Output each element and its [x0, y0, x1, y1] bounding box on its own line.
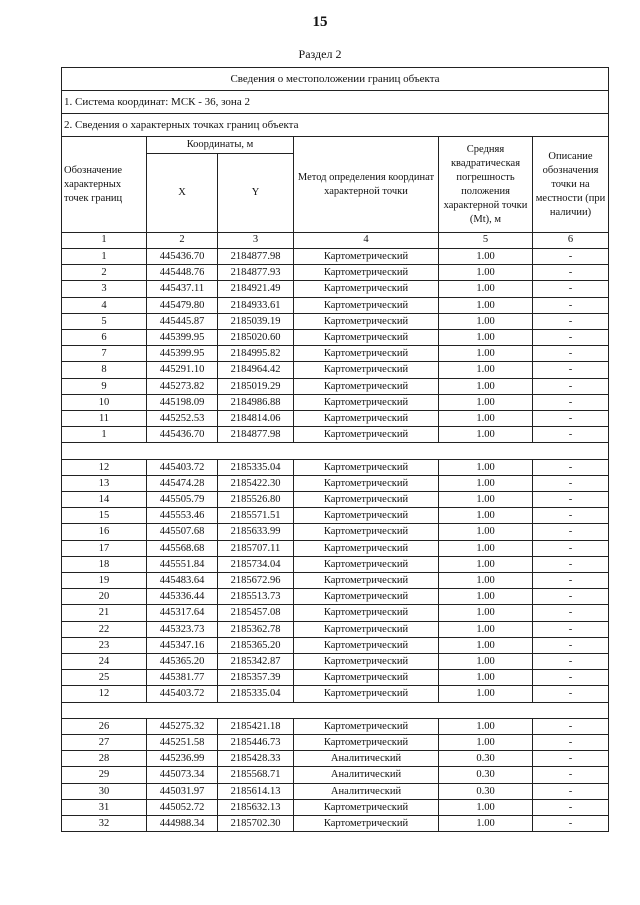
method-cell: Картометрический [294, 718, 439, 734]
table-row [62, 427, 609, 443]
method-cell: Картометрический [294, 605, 439, 621]
description-cell: - [533, 540, 609, 556]
method-cell: Картометрический [294, 735, 439, 751]
x-cell: 445291.10 [147, 362, 218, 378]
point-id-cell: 7 [62, 346, 147, 362]
method-cell: Картометрический [294, 394, 439, 410]
point-id-cell: 4 [62, 297, 147, 313]
error-cell: 1.00 [439, 459, 533, 475]
x-cell: 445445.87 [147, 313, 218, 329]
method-cell: Картометрический [294, 492, 439, 508]
description-cell: - [533, 394, 609, 410]
method-cell: Картометрический [294, 378, 439, 394]
error-cell: 0.30 [439, 767, 533, 783]
error-cell: 1.00 [439, 330, 533, 346]
y-cell: 2184933.61 [218, 297, 294, 313]
error-cell: 1.00 [439, 492, 533, 508]
point-id-cell: 11 [62, 411, 147, 427]
point-id-cell: 9 [62, 378, 147, 394]
x-cell: 445399.95 [147, 346, 218, 362]
x-cell: 445252.53 [147, 411, 218, 427]
x-cell: 445479.80 [147, 297, 218, 313]
blank-cell [62, 443, 609, 459]
point-id-cell: 31 [62, 799, 147, 815]
point-id-cell: 25 [62, 670, 147, 686]
error-cell: 1.00 [439, 637, 533, 653]
table-row [62, 816, 609, 832]
point-id-cell: 1 [62, 427, 147, 443]
description-cell: - [533, 492, 609, 508]
table-row [62, 767, 609, 783]
description-cell: - [533, 670, 609, 686]
error-cell: 1.00 [439, 816, 533, 832]
table-row [62, 362, 609, 378]
point-id-cell: 17 [62, 540, 147, 556]
error-cell: 1.00 [439, 540, 533, 556]
method-cell: Картометрический [294, 540, 439, 556]
y-cell: 2184814.06 [218, 411, 294, 427]
description-cell: - [533, 799, 609, 815]
description-cell: - [533, 735, 609, 751]
point-id-cell: 16 [62, 524, 147, 540]
method-cell: Картометрический [294, 281, 439, 297]
description-cell: - [533, 249, 609, 265]
y-cell: 2185428.33 [218, 751, 294, 767]
table-row [62, 589, 609, 605]
description-cell: - [533, 265, 609, 281]
method-cell: Картометрический [294, 508, 439, 524]
error-cell: 0.30 [439, 751, 533, 767]
point-id-cell: 15 [62, 508, 147, 524]
x-cell: 445365.20 [147, 654, 218, 670]
error-cell: 1.00 [439, 281, 533, 297]
table-row [62, 718, 609, 734]
x-cell: 445474.28 [147, 475, 218, 491]
point-id-cell: 27 [62, 735, 147, 751]
description-cell: - [533, 621, 609, 637]
point-id-cell: 26 [62, 718, 147, 734]
table-row [62, 605, 609, 621]
table-row [62, 459, 609, 475]
description-cell: - [533, 475, 609, 491]
points-heading: 2. Сведения о характерных точках границ объекта [62, 114, 609, 137]
x-cell: 445323.73 [147, 621, 218, 637]
y-cell: 2185568.71 [218, 767, 294, 783]
method-cell: Картометрический [294, 816, 439, 832]
y-cell: 2185571.51 [218, 508, 294, 524]
table-row [62, 654, 609, 670]
description-cell: - [533, 524, 609, 540]
error-cell: 1.00 [439, 718, 533, 734]
method-cell: Картометрический [294, 411, 439, 427]
y-cell: 2184877.93 [218, 265, 294, 281]
table-row [62, 492, 609, 508]
table-row [62, 621, 609, 637]
error-cell: 1.00 [439, 654, 533, 670]
y-cell: 2185614.13 [218, 783, 294, 799]
x-cell: 445275.32 [147, 718, 218, 734]
x-cell: 445073.34 [147, 767, 218, 783]
error-cell: 1.00 [439, 265, 533, 281]
error-cell: 1.00 [439, 799, 533, 815]
x-cell: 445505.79 [147, 492, 218, 508]
description-cell: - [533, 281, 609, 297]
table-title: Сведения о местоположении границ объекта [62, 68, 609, 91]
boundary-points-table [61, 67, 609, 832]
x-cell: 445273.82 [147, 378, 218, 394]
table-row [62, 346, 609, 362]
y-cell: 2185526.80 [218, 492, 294, 508]
column-number: 2 [147, 233, 218, 249]
error-cell: 1.00 [439, 394, 533, 410]
x-cell: 445347.16 [147, 637, 218, 653]
description-cell: - [533, 378, 609, 394]
method-cell: Картометрический [294, 330, 439, 346]
blank-row [62, 702, 609, 718]
table-row [62, 783, 609, 799]
description-cell: - [533, 556, 609, 572]
header-coordinates: Координаты, м [147, 137, 294, 154]
description-cell: - [533, 718, 609, 734]
method-cell: Картометрический [294, 799, 439, 815]
point-id-cell: 2 [62, 265, 147, 281]
y-cell: 2185039.19 [218, 313, 294, 329]
y-cell: 2185457.08 [218, 605, 294, 621]
table-row [62, 735, 609, 751]
method-cell: Картометрический [294, 475, 439, 491]
x-cell: 445336.44 [147, 589, 218, 605]
y-cell: 2184877.98 [218, 427, 294, 443]
method-cell: Картометрический [294, 297, 439, 313]
table-row [62, 378, 609, 394]
error-cell: 1.00 [439, 297, 533, 313]
description-cell: - [533, 783, 609, 799]
x-cell: 445448.76 [147, 265, 218, 281]
point-id-cell: 12 [62, 686, 147, 702]
table-row [62, 394, 609, 410]
description-cell: - [533, 508, 609, 524]
point-id-cell: 32 [62, 816, 147, 832]
point-id-cell: 12 [62, 459, 147, 475]
method-cell: Аналитический [294, 767, 439, 783]
method-cell: Картометрический [294, 556, 439, 572]
description-cell: - [533, 589, 609, 605]
error-cell: 1.00 [439, 475, 533, 491]
column-number: 3 [218, 233, 294, 249]
header-y: Y [218, 154, 294, 233]
description-cell: - [533, 573, 609, 589]
y-cell: 2184995.82 [218, 346, 294, 362]
y-cell: 2185707.11 [218, 540, 294, 556]
point-id-cell: 8 [62, 362, 147, 378]
x-cell: 445436.70 [147, 249, 218, 265]
description-cell: - [533, 297, 609, 313]
coordinate-system: 1. Система координат: МСК - 36, зона 2 [62, 91, 609, 114]
description-cell: - [533, 751, 609, 767]
y-cell: 2185019.29 [218, 378, 294, 394]
error-cell: 1.00 [439, 411, 533, 427]
x-cell: 445399.95 [147, 330, 218, 346]
x-cell: 445031.97 [147, 783, 218, 799]
point-id-cell: 22 [62, 621, 147, 637]
method-cell: Картометрический [294, 654, 439, 670]
x-cell: 445553.46 [147, 508, 218, 524]
x-cell: 445198.09 [147, 394, 218, 410]
y-cell: 2185335.04 [218, 459, 294, 475]
error-cell: 1.00 [439, 670, 533, 686]
error-cell: 0.30 [439, 783, 533, 799]
y-cell: 2185734.04 [218, 556, 294, 572]
table-row [62, 411, 609, 427]
table-row [62, 249, 609, 265]
point-id-cell: 6 [62, 330, 147, 346]
description-cell: - [533, 605, 609, 621]
error-cell: 1.00 [439, 686, 533, 702]
x-cell: 445437.11 [147, 281, 218, 297]
table-row [62, 475, 609, 491]
x-cell: 445052.72 [147, 799, 218, 815]
x-cell: 445403.72 [147, 459, 218, 475]
x-cell: 445568.68 [147, 540, 218, 556]
x-cell: 445551.84 [147, 556, 218, 572]
method-cell: Картометрический [294, 621, 439, 637]
method-cell: Картометрический [294, 362, 439, 378]
method-cell: Картометрический [294, 427, 439, 443]
description-cell: - [533, 313, 609, 329]
table-row [62, 330, 609, 346]
table-row [62, 313, 609, 329]
table-row [62, 670, 609, 686]
table-row [62, 281, 609, 297]
description-cell: - [533, 346, 609, 362]
method-cell: Картометрический [294, 686, 439, 702]
table-row [62, 799, 609, 815]
y-cell: 2185342.87 [218, 654, 294, 670]
header-method: Метод определения координат характерной точки [294, 137, 439, 233]
blank-row [62, 443, 609, 459]
y-cell: 2185365.20 [218, 637, 294, 653]
description-cell: - [533, 459, 609, 475]
table-row [62, 297, 609, 313]
description-cell: - [533, 362, 609, 378]
x-cell: 445251.58 [147, 735, 218, 751]
error-cell: 1.00 [439, 524, 533, 540]
y-cell: 2184921.49 [218, 281, 294, 297]
error-cell: 1.00 [439, 735, 533, 751]
table-row [62, 637, 609, 653]
point-id-cell: 30 [62, 783, 147, 799]
error-cell: 1.00 [439, 362, 533, 378]
y-cell: 2184986.88 [218, 394, 294, 410]
point-id-cell: 28 [62, 751, 147, 767]
description-cell: - [533, 427, 609, 443]
y-cell: 2185335.04 [218, 686, 294, 702]
y-cell: 2185357.39 [218, 670, 294, 686]
error-cell: 1.00 [439, 508, 533, 524]
point-id-cell: 23 [62, 637, 147, 653]
error-cell: 1.00 [439, 346, 533, 362]
header-error: Средняя квадратическая погрешность положения характерной точки (Mt), м [439, 137, 533, 233]
error-cell: 1.00 [439, 605, 533, 621]
description-cell: - [533, 654, 609, 670]
point-id-cell: 3 [62, 281, 147, 297]
error-cell: 1.00 [439, 313, 533, 329]
x-cell: 445403.72 [147, 686, 218, 702]
method-cell: Картометрический [294, 265, 439, 281]
x-cell: 444988.34 [147, 816, 218, 832]
point-id-cell: 19 [62, 573, 147, 589]
y-cell: 2185362.78 [218, 621, 294, 637]
x-cell: 445317.64 [147, 605, 218, 621]
x-cell: 445507.68 [147, 524, 218, 540]
error-cell: 1.00 [439, 573, 533, 589]
table-row [62, 556, 609, 572]
y-cell: 2184877.98 [218, 249, 294, 265]
error-cell: 1.00 [439, 427, 533, 443]
method-cell: Картометрический [294, 249, 439, 265]
method-cell: Аналитический [294, 751, 439, 767]
description-cell: - [533, 686, 609, 702]
point-id-cell: 20 [62, 589, 147, 605]
y-cell: 2185020.60 [218, 330, 294, 346]
y-cell: 2184964.42 [218, 362, 294, 378]
point-id-cell: 14 [62, 492, 147, 508]
method-cell: Картометрический [294, 589, 439, 605]
table-row [62, 524, 609, 540]
y-cell: 2185672.96 [218, 573, 294, 589]
y-cell: 2185446.73 [218, 735, 294, 751]
section-title: Раздел 2 [298, 47, 342, 61]
blank-cell [62, 702, 609, 718]
point-id-cell: 1 [62, 249, 147, 265]
point-id-cell: 5 [62, 313, 147, 329]
header-x: X [147, 154, 218, 233]
table-row [62, 573, 609, 589]
page-number: 15 [312, 14, 328, 30]
point-id-cell: 29 [62, 767, 147, 783]
table-row [62, 540, 609, 556]
method-cell: Картометрический [294, 524, 439, 540]
error-cell: 1.00 [439, 556, 533, 572]
x-cell: 445236.99 [147, 751, 218, 767]
error-cell: 1.00 [439, 378, 533, 394]
point-id-cell: 13 [62, 475, 147, 491]
method-cell: Картометрический [294, 573, 439, 589]
y-cell: 2185513.73 [218, 589, 294, 605]
header-description: Описание обозначения точки на местности (при наличии) [533, 137, 609, 233]
method-cell: Аналитический [294, 783, 439, 799]
x-cell: 445436.70 [147, 427, 218, 443]
table-row [62, 686, 609, 702]
y-cell: 2185422.30 [218, 475, 294, 491]
error-cell: 1.00 [439, 249, 533, 265]
point-id-cell: 21 [62, 605, 147, 621]
point-id-cell: 24 [62, 654, 147, 670]
column-number: 5 [439, 233, 533, 249]
point-id-cell: 10 [62, 394, 147, 410]
x-cell: 445381.77 [147, 670, 218, 686]
point-id-cell: 18 [62, 556, 147, 572]
column-number: 1 [62, 233, 147, 249]
description-cell: - [533, 637, 609, 653]
y-cell: 2185632.13 [218, 799, 294, 815]
table-row [62, 508, 609, 524]
y-cell: 2185702.30 [218, 816, 294, 832]
method-cell: Картометрический [294, 346, 439, 362]
x-cell: 445483.64 [147, 573, 218, 589]
header-designation: Обозначение характерных точек границ [62, 137, 147, 233]
error-cell: 1.00 [439, 621, 533, 637]
description-cell: - [533, 816, 609, 832]
description-cell: - [533, 411, 609, 427]
method-cell: Картометрический [294, 637, 439, 653]
column-number: 4 [294, 233, 439, 249]
error-cell: 1.00 [439, 589, 533, 605]
description-cell: - [533, 767, 609, 783]
y-cell: 2185633.99 [218, 524, 294, 540]
y-cell: 2185421.18 [218, 718, 294, 734]
table-row [62, 265, 609, 281]
method-cell: Картометрический [294, 313, 439, 329]
method-cell: Картометрический [294, 459, 439, 475]
table-row [62, 751, 609, 767]
method-cell: Картометрический [294, 670, 439, 686]
column-number: 6 [533, 233, 609, 249]
description-cell: - [533, 330, 609, 346]
